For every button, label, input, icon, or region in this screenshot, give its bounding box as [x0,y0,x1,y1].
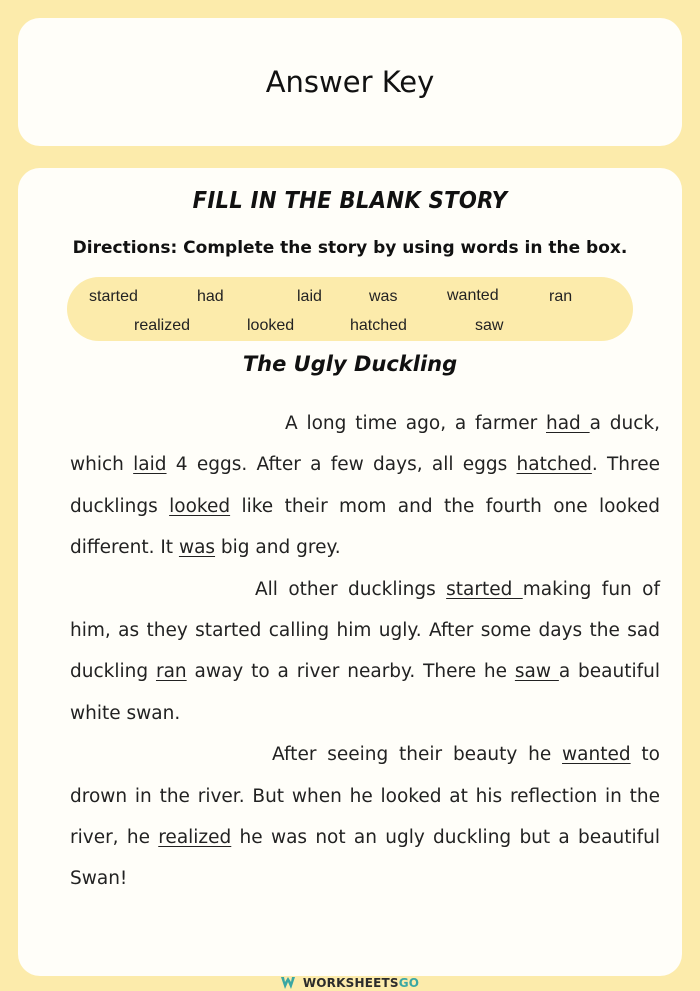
answer-word: wanted [562,744,631,766]
story-text: to drown in the river. But when he looked at his reflection in the river, he [70,744,660,849]
answer-word: looked [169,495,231,517]
worksheetsgo-logo-icon [281,977,299,989]
word-box-item: saw [475,317,504,334]
story-text: big and grey. [215,537,341,559]
footer-brand-text [303,976,419,990]
word-box-item: wanted [447,287,499,304]
word-box-item: looked [247,317,295,334]
word-box-item: started [89,288,138,305]
story-text: a beautiful white swan. [70,661,661,724]
story-text: A long time ago, a farmer [285,413,546,434]
story-text: All other ducklings [255,578,447,600]
word-box-item: hatched [350,317,407,334]
story-body [70,403,660,900]
story-text: like their mom and the fourth one looked different. It [70,495,660,559]
directions-text: Directions: Complete the story by using words in the box. [72,238,628,258]
answer-key-heading: Answer Key [265,65,435,99]
answer-word: hatched [516,454,592,476]
story-text: a duck, which [70,413,661,476]
answer-word: started [446,578,523,600]
answer-word: was [178,537,216,559]
story-text: After seeing their beauty he [272,744,563,766]
word-box [67,277,633,341]
worksheet-title: FILL IN THE BLANK STORY [192,188,508,214]
worksheet-card [18,168,682,976]
story-title: The Ugly Duckling [242,352,458,376]
footer-brand [0,974,700,991]
word-box-item: was [369,288,398,305]
answer-word: laid [133,454,167,476]
word-box-item: laid [297,288,322,305]
word-box-item: ran [549,288,573,305]
story-paragraph [70,569,660,735]
word-box-item: realized [134,317,191,334]
answer-word: saw [514,661,559,683]
story-paragraph [70,403,660,569]
story-text: making fun of him, as they started calling him ugly. After some days the sad duckling [70,578,660,683]
answer-word: realized [158,827,232,849]
story-text: . Three ducklings [70,454,660,517]
story-text: he was not an ugly duckling but a beautiful Swan! [70,827,661,890]
word-box-item: had [197,288,224,305]
story-paragraph [70,734,660,900]
story-text: away to a river nearby. There he [186,661,515,683]
brand-name-part1: WORKSHEETS [302,975,399,990]
brand-name-part2: GO [398,975,420,990]
answer-word: had [546,413,590,434]
story-text: 4 eggs. After a few days, all eggs [166,454,517,476]
header-card [18,18,682,146]
answer-word: ran [155,661,187,683]
